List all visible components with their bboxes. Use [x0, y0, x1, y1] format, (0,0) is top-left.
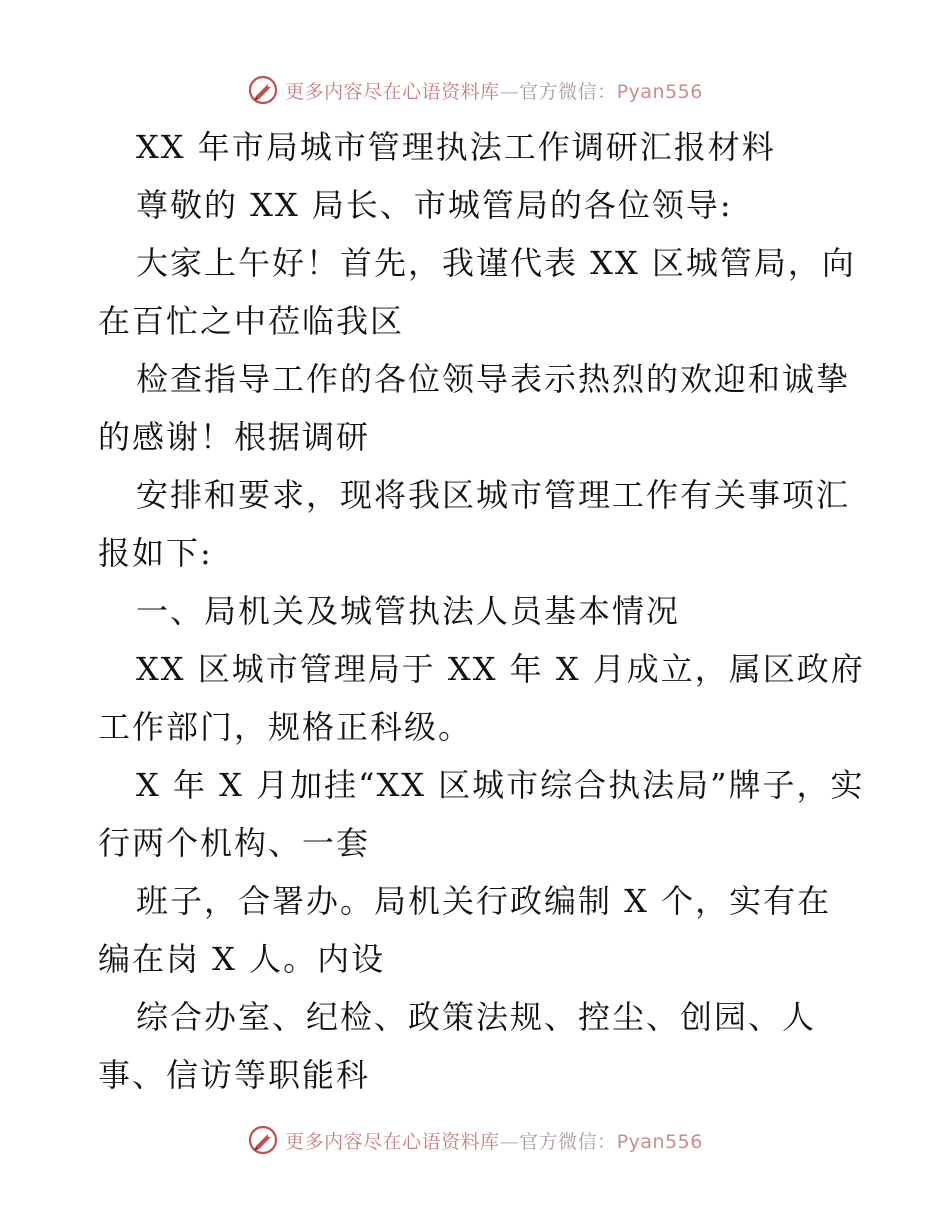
watermark-text [285, 1127, 703, 1154]
paragraph-line: 事、信访等职能科 [98, 1056, 371, 1094]
watermark-official: 官方微信： [519, 1130, 617, 1153]
paragraph-line: 安排和要求，现将我区城市管理工作有关事项汇 [136, 476, 851, 514]
watermark-text [285, 77, 703, 104]
paragraph-line: 综合办室、纪检、政策法规、控尘、创园、人 [136, 998, 817, 1036]
document-title: XX 年市局城市管理执法工作调研汇报材料 [136, 128, 776, 166]
pen-logo-icon [247, 1124, 279, 1156]
paragraph-line: 班子，合署办。局机关行政编制 X 个，实有在 [136, 882, 832, 920]
paragraph-line: 编在岗 X 人。内设 [98, 940, 386, 978]
section-heading: 一、局机关及城管执法人员基本情况 [136, 592, 681, 630]
watermark-official: 官方微信： [519, 80, 617, 103]
watermark-wechat-id: Pyan556 [616, 80, 703, 103]
footer-watermark [0, 1120, 950, 1160]
header-watermark [0, 70, 950, 110]
pen-logo-icon [247, 74, 279, 106]
watermark-brand: 更多内容尽在心语资料库 [285, 1130, 500, 1153]
paragraph-line: X 年 X 月加挂“XX 区城市综合执法局”牌子，实 [136, 766, 865, 804]
paragraph-line: 检查指导工作的各位领导表示热烈的欢迎和诚挚 [136, 360, 851, 398]
paragraph-line: XX 区城市管理局于 XX 年 X 月成立，属区政府 [136, 650, 865, 688]
paragraph-line: 在百忙之中莅临我区 [98, 302, 405, 340]
watermark-wechat-id: Pyan556 [616, 1130, 703, 1153]
paragraph-line: 的感谢！根据调研 [98, 418, 371, 456]
watermark-dash: — [499, 80, 520, 103]
paragraph-line: 大家上午好！首先，我谨代表 XX 区城管局，向 [136, 244, 856, 282]
paragraph-line: 工作部门，规格正科级。 [98, 708, 473, 746]
watermark-dash: — [499, 1130, 520, 1153]
salutation: 尊敬的 XX 局长、市城管局的各位领导: [136, 186, 733, 224]
paragraph-line: 报如下: [98, 534, 213, 572]
watermark-brand: 更多内容尽在心语资料库 [285, 80, 500, 103]
document-body [98, 118, 865, 1104]
paragraph-line: 行两个机构、一套 [98, 824, 371, 862]
